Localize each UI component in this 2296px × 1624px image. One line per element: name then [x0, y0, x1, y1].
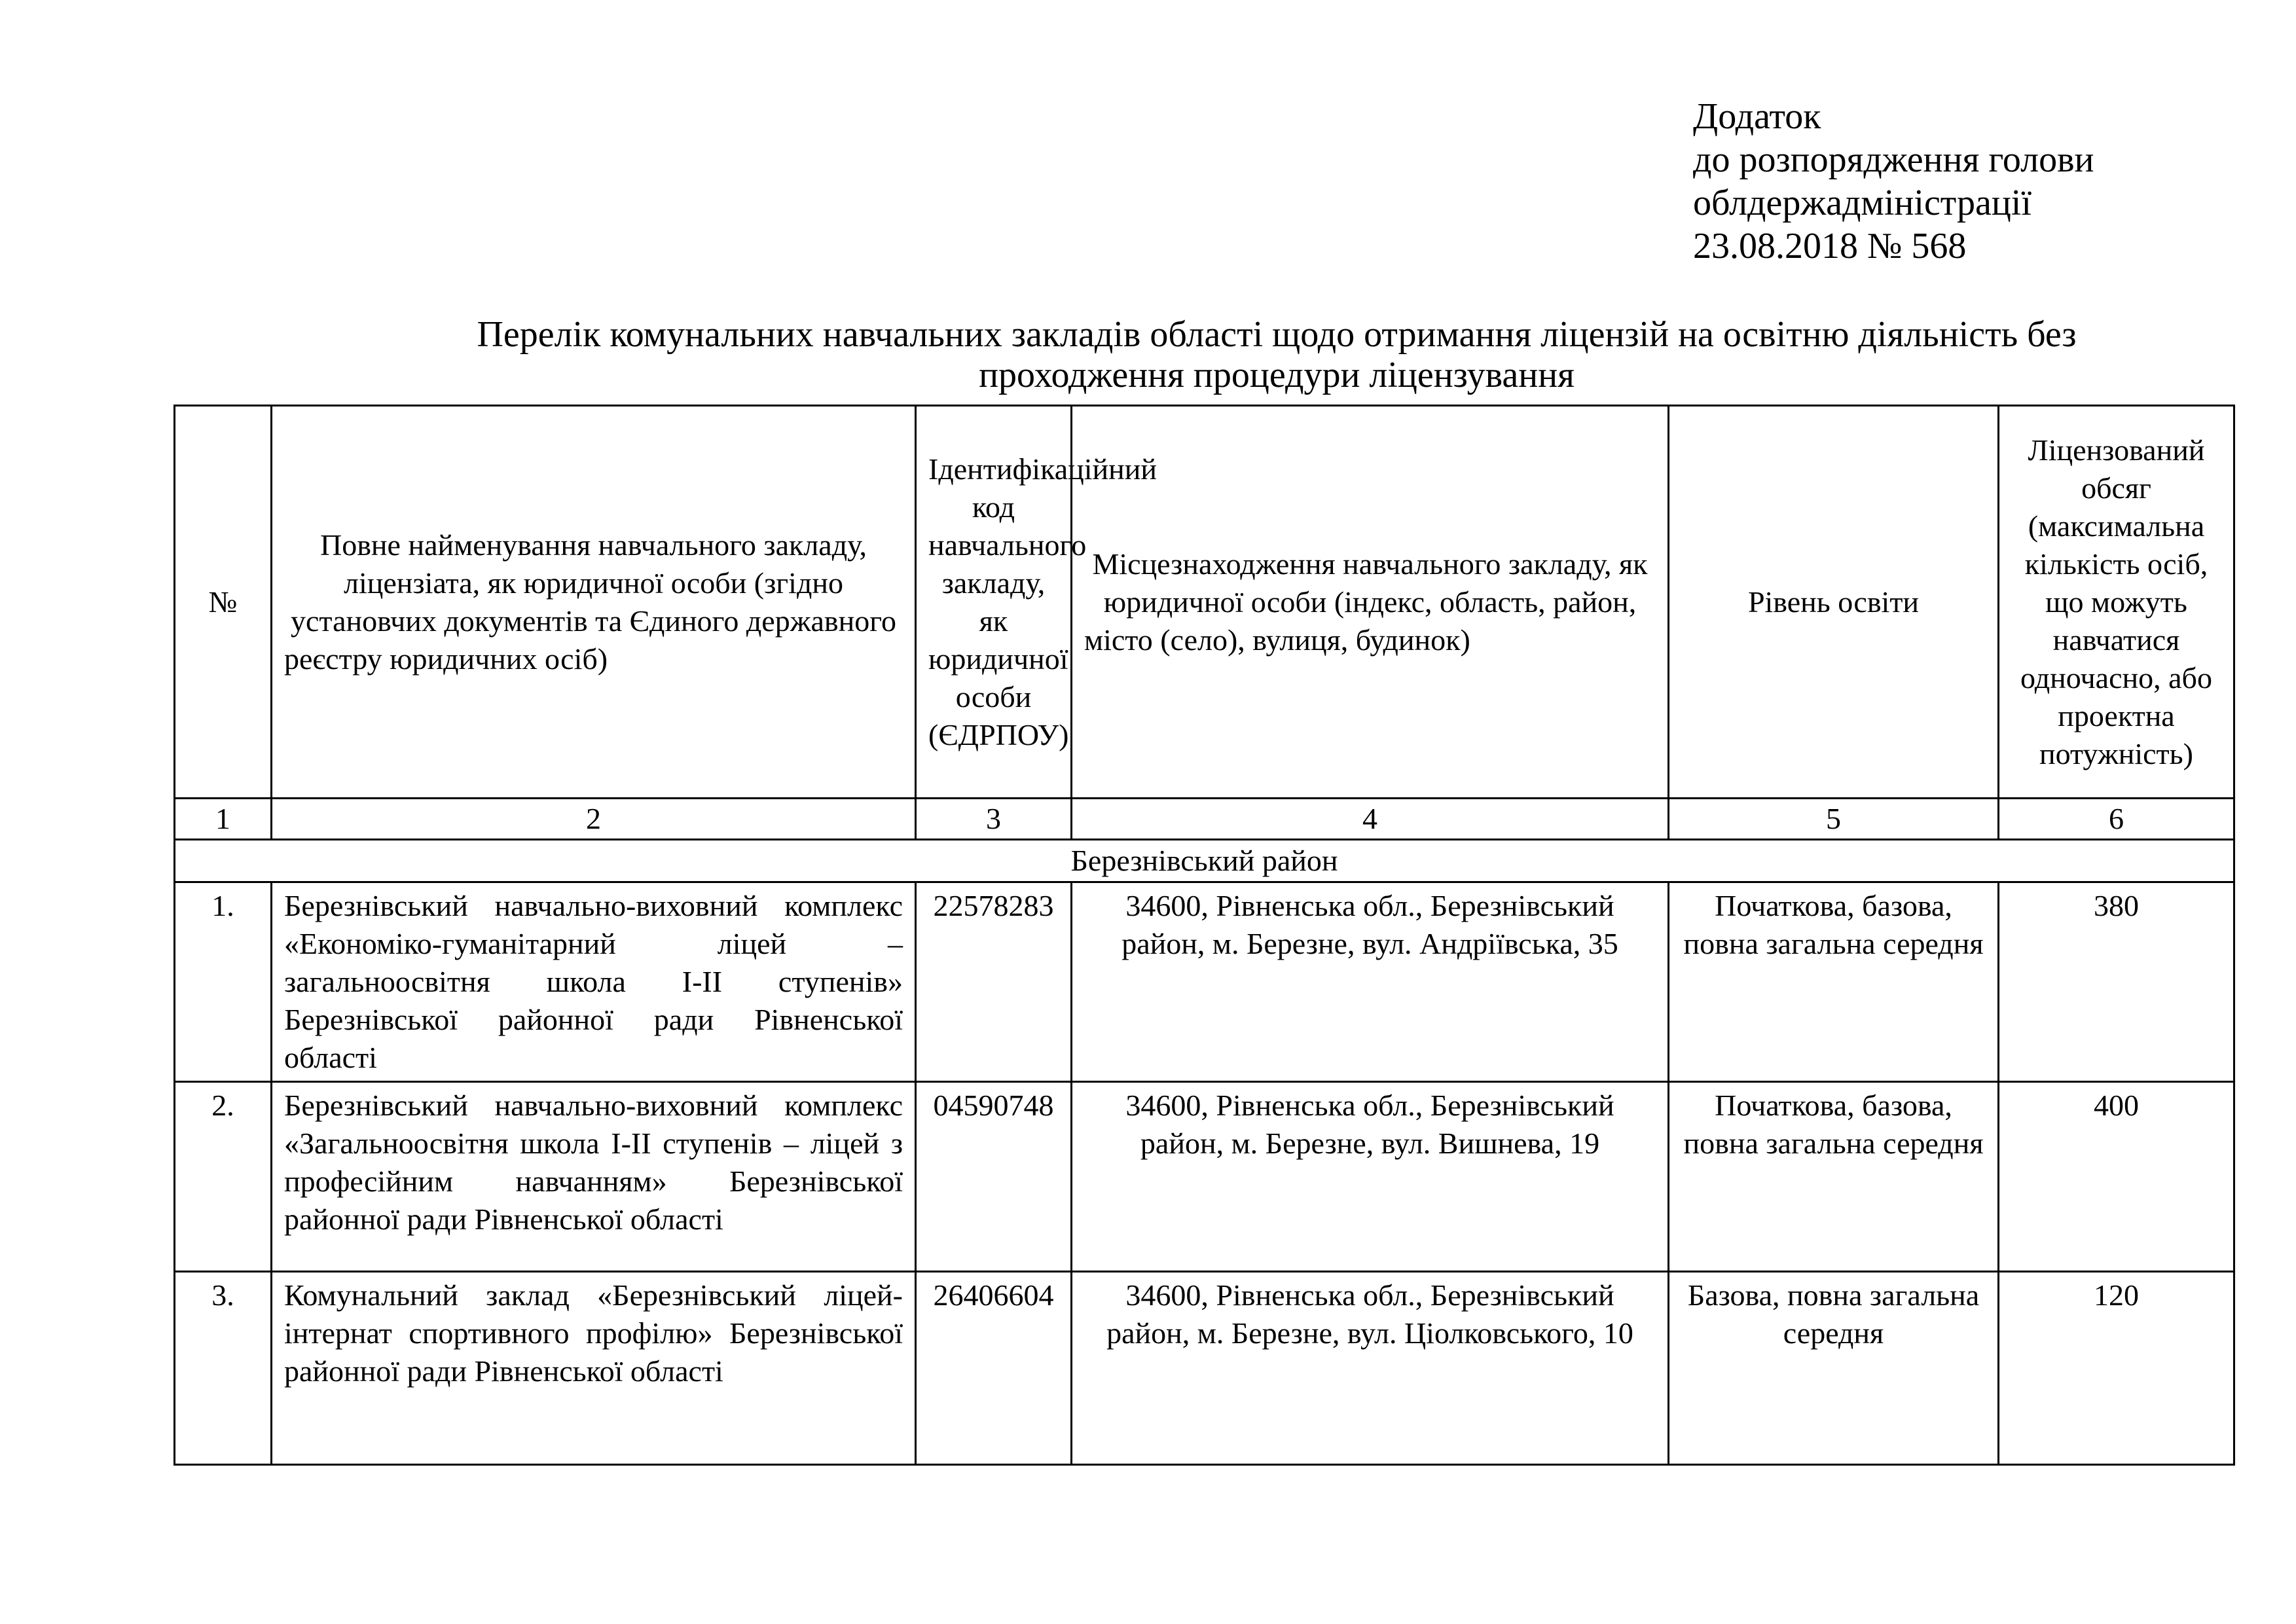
table-row	[175, 882, 2234, 1082]
column-number: 6	[1999, 799, 2234, 840]
institution-code: 22578283	[916, 882, 1072, 1082]
licensed-volume: 380	[1999, 882, 2234, 1082]
appendix-date-number: 23.08.2018 № 568	[1693, 226, 1967, 266]
institution-name: Березнівський навчально-виховний комплекс «Економіко-гуманітарний ліцей – загальноосвітня школа І-ІІ ступенів» Березнівської районної ради Рівненської області	[272, 882, 916, 1082]
table-row	[175, 1272, 2234, 1465]
header-name: Повне найменування навчального закладу, ліцензіата, як юридичної особи (згідно установчих документів та Єдиного державного реєстру юридичних осіб)	[272, 406, 916, 799]
district-name: Березнівський район	[175, 840, 2234, 882]
column-number-row	[175, 799, 2234, 840]
table-header-row	[175, 406, 2234, 799]
row-number: 1.	[175, 882, 272, 1082]
header-volume: Ліцензований обсяг (максимальна кількість осіб, що можуть навчатися одночасно, або проектна потужність)	[1999, 406, 2234, 799]
education-level: Базова, повна загальна середня	[1669, 1272, 1999, 1465]
institution-name: Березнівський навчально-виховний комплекс «Загальноосвітня школа І-ІІ ступенів – ліцей з професійним навчанням» Березнівської районної ради Рівненської області	[272, 1082, 916, 1272]
header-number: №	[175, 406, 272, 799]
appendix-reference: до розпорядження голови	[1693, 139, 2094, 180]
row-number: 3.	[175, 1272, 272, 1465]
column-number: 5	[1669, 799, 1999, 840]
document-title-line-2: проходження процедури ліцензування	[979, 355, 1575, 395]
district-row	[175, 840, 2234, 882]
appendix-title: Додаток	[1693, 96, 1821, 137]
column-number: 4	[1072, 799, 1669, 840]
header-code: Ідентифікаційний код навчального закладу, як юридичної особи (ЄДРПОУ)	[916, 406, 1072, 799]
institutions-table	[173, 405, 2235, 1466]
header-level: Рівень освіти	[1669, 406, 1999, 799]
document-title-line-1: Перелік комунальних навчальних закладів області щодо отримання ліцензій на освітню діяльність без	[477, 314, 2077, 355]
education-level: Початкова, базова, повна загальна середня	[1669, 882, 1999, 1082]
institution-address: 34600, Рівненська обл., Березнівський район, м. Березне, вул. Ціолковського, 10	[1072, 1272, 1669, 1465]
appendix-authority: облдержадміністрації	[1693, 183, 2032, 223]
institution-name: Комунальний заклад «Березнівський ліцей-інтернат спортивного профілю» Березнівської районної ради Рівненської області	[272, 1272, 916, 1465]
table-row	[175, 1082, 2234, 1272]
institution-code: 26406604	[916, 1272, 1072, 1465]
column-number: 1	[175, 799, 272, 840]
column-number: 3	[916, 799, 1072, 840]
institution-code: 04590748	[916, 1082, 1072, 1272]
header-address: Місцезнаходження навчального закладу, як юридичної особи (індекс, область, район, місто (село), вулиця, будинок)	[1072, 406, 1669, 799]
institution-address: 34600, Рівненська обл., Березнівський район, м. Березне, вул. Вишнева, 19	[1072, 1082, 1669, 1272]
column-number: 2	[272, 799, 916, 840]
licensed-volume: 120	[1999, 1272, 2234, 1465]
row-number: 2.	[175, 1082, 272, 1272]
appendix-block	[1693, 95, 2094, 268]
institution-address: 34600, Рівненська обл., Березнівський район, м. Березне, вул. Андріївська, 35	[1072, 882, 1669, 1082]
education-level: Початкова, базова, повна загальна середня	[1669, 1082, 1999, 1272]
document-title	[419, 314, 2134, 395]
licensed-volume: 400	[1999, 1082, 2234, 1272]
